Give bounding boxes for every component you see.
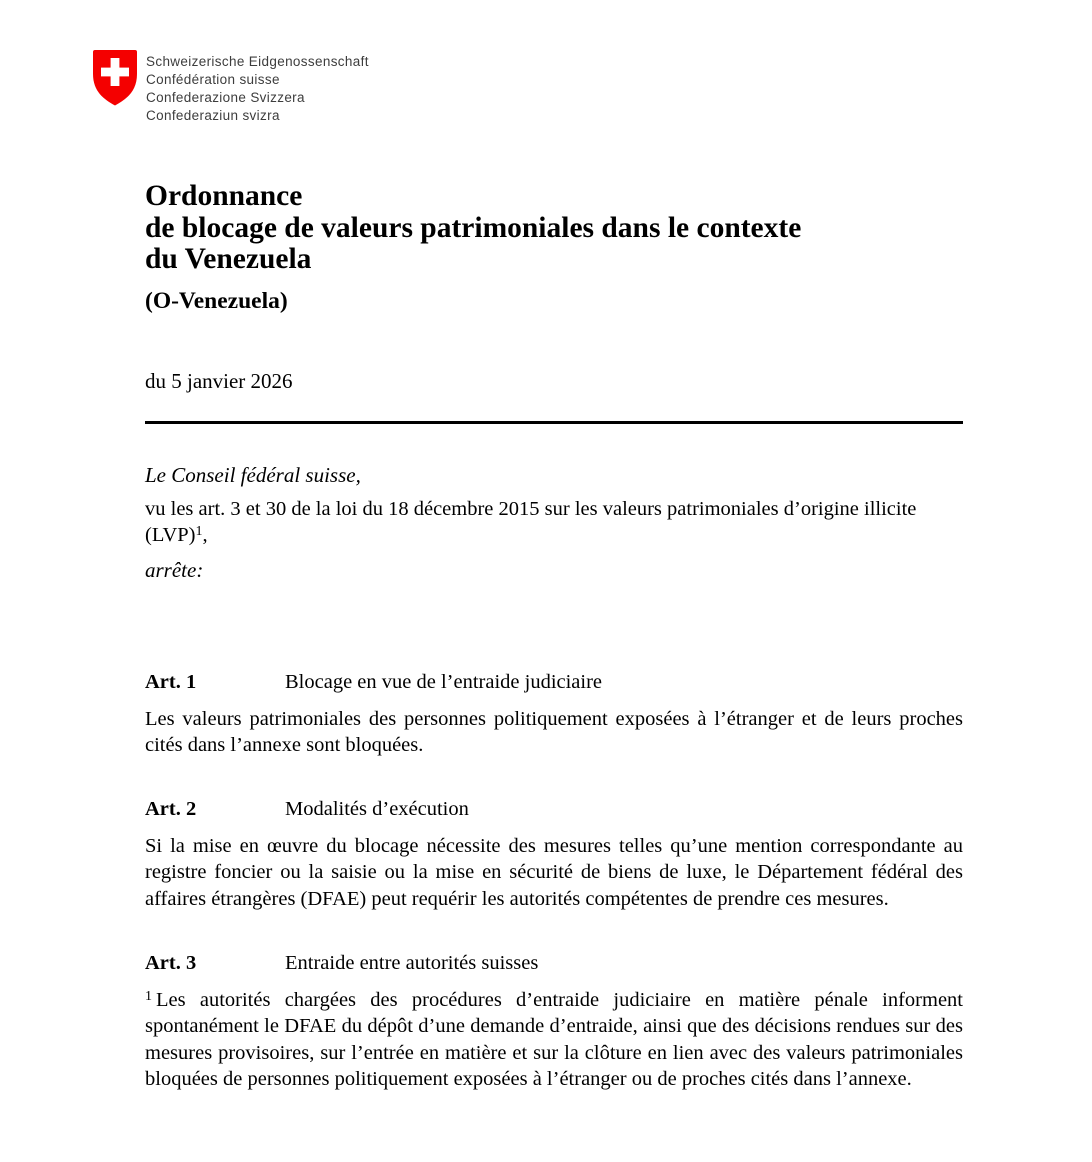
article-1-paragraph: Les valeurs patrimoniales des personnes politiquement exposées à l’étranger et de leurs proches cités dans l’annexe sont bloquées. [145, 707, 963, 756]
brand-line-italian: Confederazione Svizzera [146, 90, 305, 105]
title-line: Ordonnance [145, 180, 303, 212]
article-3-paragraph [145, 987, 963, 1092]
preamble-authority: Le Conseil fédéral suisse, [145, 462, 361, 487]
article-2-heading [145, 797, 963, 822]
paragraph-marker: 1 [145, 988, 152, 1004]
title-line: du Venezuela [145, 243, 312, 275]
article-2-paragraph: Si la mise en œuvre du blocage nécessite des mesures telles qu’une mention correspondante au registre foncier ou la saisie ou la mise en sécurité de biens de luxe, le Département fédéral des affaires étrangères (DFAE) peut requérir les autorités compétentes de prendre ces mesures. [145, 835, 963, 910]
swiss-shield-icon [93, 50, 137, 106]
paragraph-text: Les autorités chargées des procédures d’entraide judiciaire en matière pénale informent spontanément le DFAE du dépôt d’une demande d’entraide, ainsi que des décisions rendues sur des mesures provisoires, sur l’entrée en matière et sur la clôture en lien avec des valeurs patrimoniales bloquées de personnes politiquement exposées à l’étranger ou de proches cités dans l’annexe. [145, 988, 963, 1090]
citation-text: vu les art. 3 et 30 de la loi du 18 décembre 2015 sur les valeurs patrimoniales d’origine illicite (LVP) [145, 497, 917, 546]
brand-line-romansh: Confederaziun svizra [146, 108, 280, 123]
brand-line-french: Confédération suisse [146, 72, 280, 87]
short-title: (O-Venezuela) [145, 287, 288, 314]
article-title: Blocage en vue de l’entraide judiciaire [285, 670, 603, 693]
article-number: Art. 2 [145, 798, 197, 821]
article-title: Modalités d’exécution [285, 798, 469, 821]
date-line: du 5 janvier 2026 [145, 368, 293, 393]
preamble-citation [145, 496, 963, 549]
page-title [145, 181, 963, 276]
brand-line-german: Schweizerische Eidgenossenschaft [146, 54, 369, 69]
separator-rule [145, 421, 963, 424]
citation-suffix: , [202, 524, 208, 546]
article-number: Art. 1 [145, 670, 197, 693]
document-content [145, 0, 963, 1092]
article-number: Art. 3 [145, 951, 197, 974]
article-1-heading [145, 670, 963, 695]
title-line: de blocage de valeurs patrimoniales dans le contexte [145, 211, 802, 244]
preamble-decree: arrête: [145, 557, 204, 582]
footnote-ref-1: 1 [195, 524, 203, 539]
article-3-heading [145, 951, 963, 976]
article-title: Entraide entre autorités suisses [285, 951, 539, 974]
